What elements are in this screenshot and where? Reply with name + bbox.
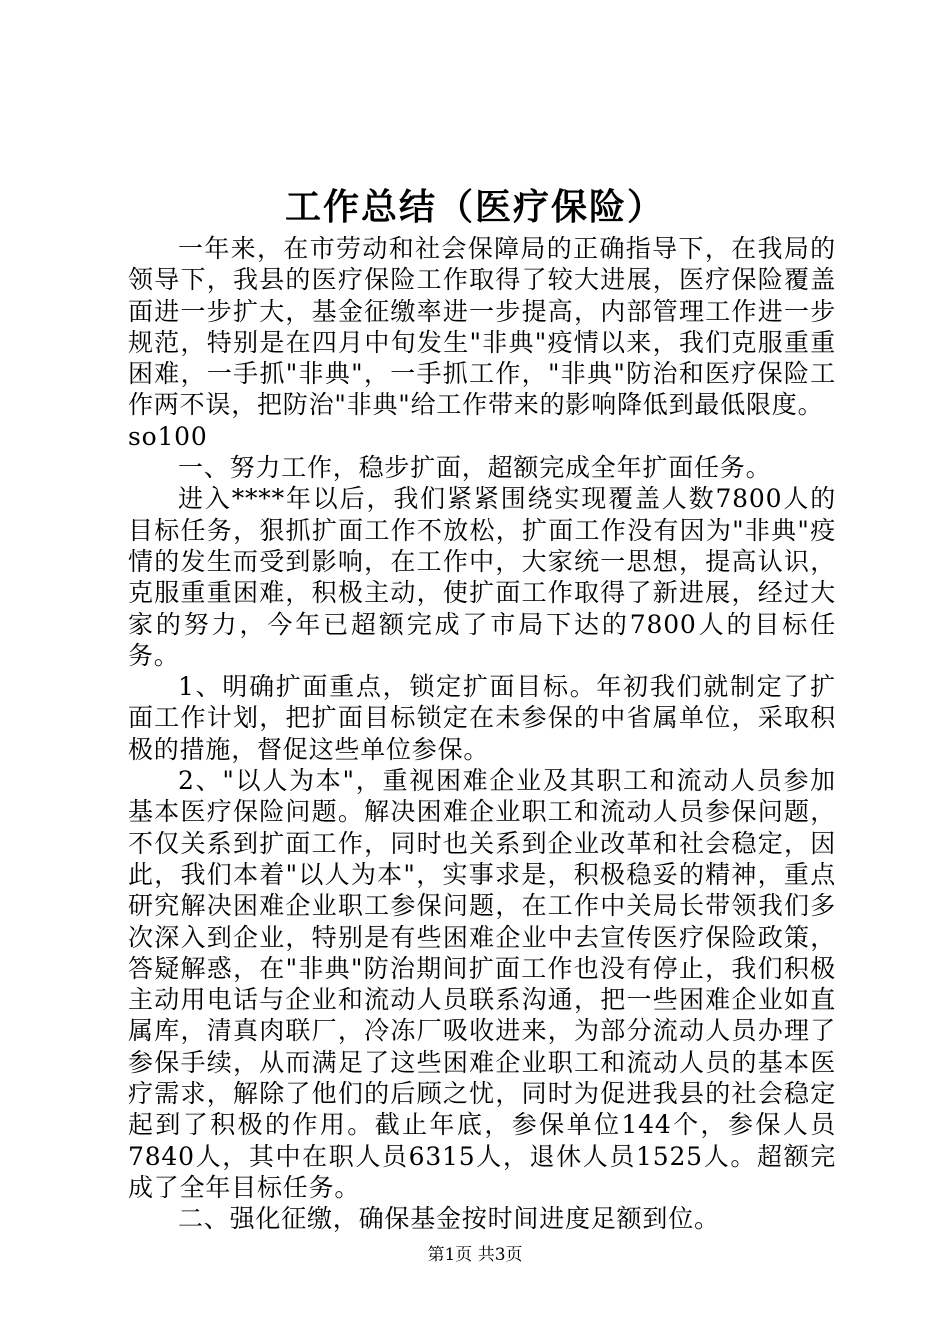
section-heading-1: 一、努力工作，稳步扩面，超额完成全年扩面任务。 — [178, 453, 772, 483]
document-title: 工作总结（医疗保险） — [284, 187, 665, 228]
paragraph-item-2: 2、"以人为本"，重视困难企业及其职工和流动人员参加基本医疗保险问题。解决困难企业职工和流动人员参保问题，不仅关系到扩面工作，同时也关系到企业改革和社会稳定，因此，我们本着"以人为本"，实事求是，积极稳妥的精神，重点研究解决困难企业职工参保问题，在工作中关局长带领我们多次深入到企业，特别是有些困难企业中去宣传医疗保险政策，答疑解惑，在"非典"防治期间扩面工作也没有停止，我们积极主动用电话与企业和流动人员联系沟通，把一些困难企业如直属库，清真肉联厂，冷冻厂吸收进来，为部分流动人员办理了参保手续，从而满足了这些困难企业职工和流动人员的基本医疗需求，解除了他们的后顾之忧，同时为促进我县的社会稳定起到了积极的作用。截止年底，参保单位144个，参保人员7840人，其中在职人员6315人，退休人员1525人。超额完成了全年目标任务。 — [128, 766, 836, 1202]
paragraph-item-1: 1、明确扩面重点，锁定扩面目标。年初我们就制定了扩面工作计划，把扩面目标锁定在未参保的中省属单位，采取积极的措施，督促这些单位参保。 — [128, 672, 836, 764]
document-body — [128, 233, 836, 1235]
section-heading-2: 二、强化征缴，确保基金按时间进度足额到位。 — [178, 1204, 720, 1234]
paragraph-section-1: 进入****年以后，我们紧紧围绕实现覆盖人数7800人的目标任务，狠抓扩面工作不放松，扩面工作没有因为"非典"疫情的发生而受到影响，在工作中，大家统一思想，提高认识，克服重重困难，积极主动，使扩面工作取得了新进展，经过大家的努力，今年已超额完成了市局下达的7800人的目标任务。 — [128, 484, 836, 670]
paragraph-code: so100 — [128, 421, 208, 451]
paragraph-intro: 一年来，在市劳动和社会保障局的正确指导下，在我局的领导下，我县的医疗保险工作取得了较大进展，医疗保险覆盖面进一步扩大，基金征缴率进一步提高，内部管理工作进一步规范，特别是在四月中旬发生"非典"疫情以来，我们克服重重困难，一手抓"非典"，一手抓工作，"非典"防治和医疗保险工作两不误，把防治"非典"给工作带来的影响降低到最低限度。 — [128, 234, 836, 420]
page-footer: 第1页 共3页 — [427, 1245, 523, 1265]
